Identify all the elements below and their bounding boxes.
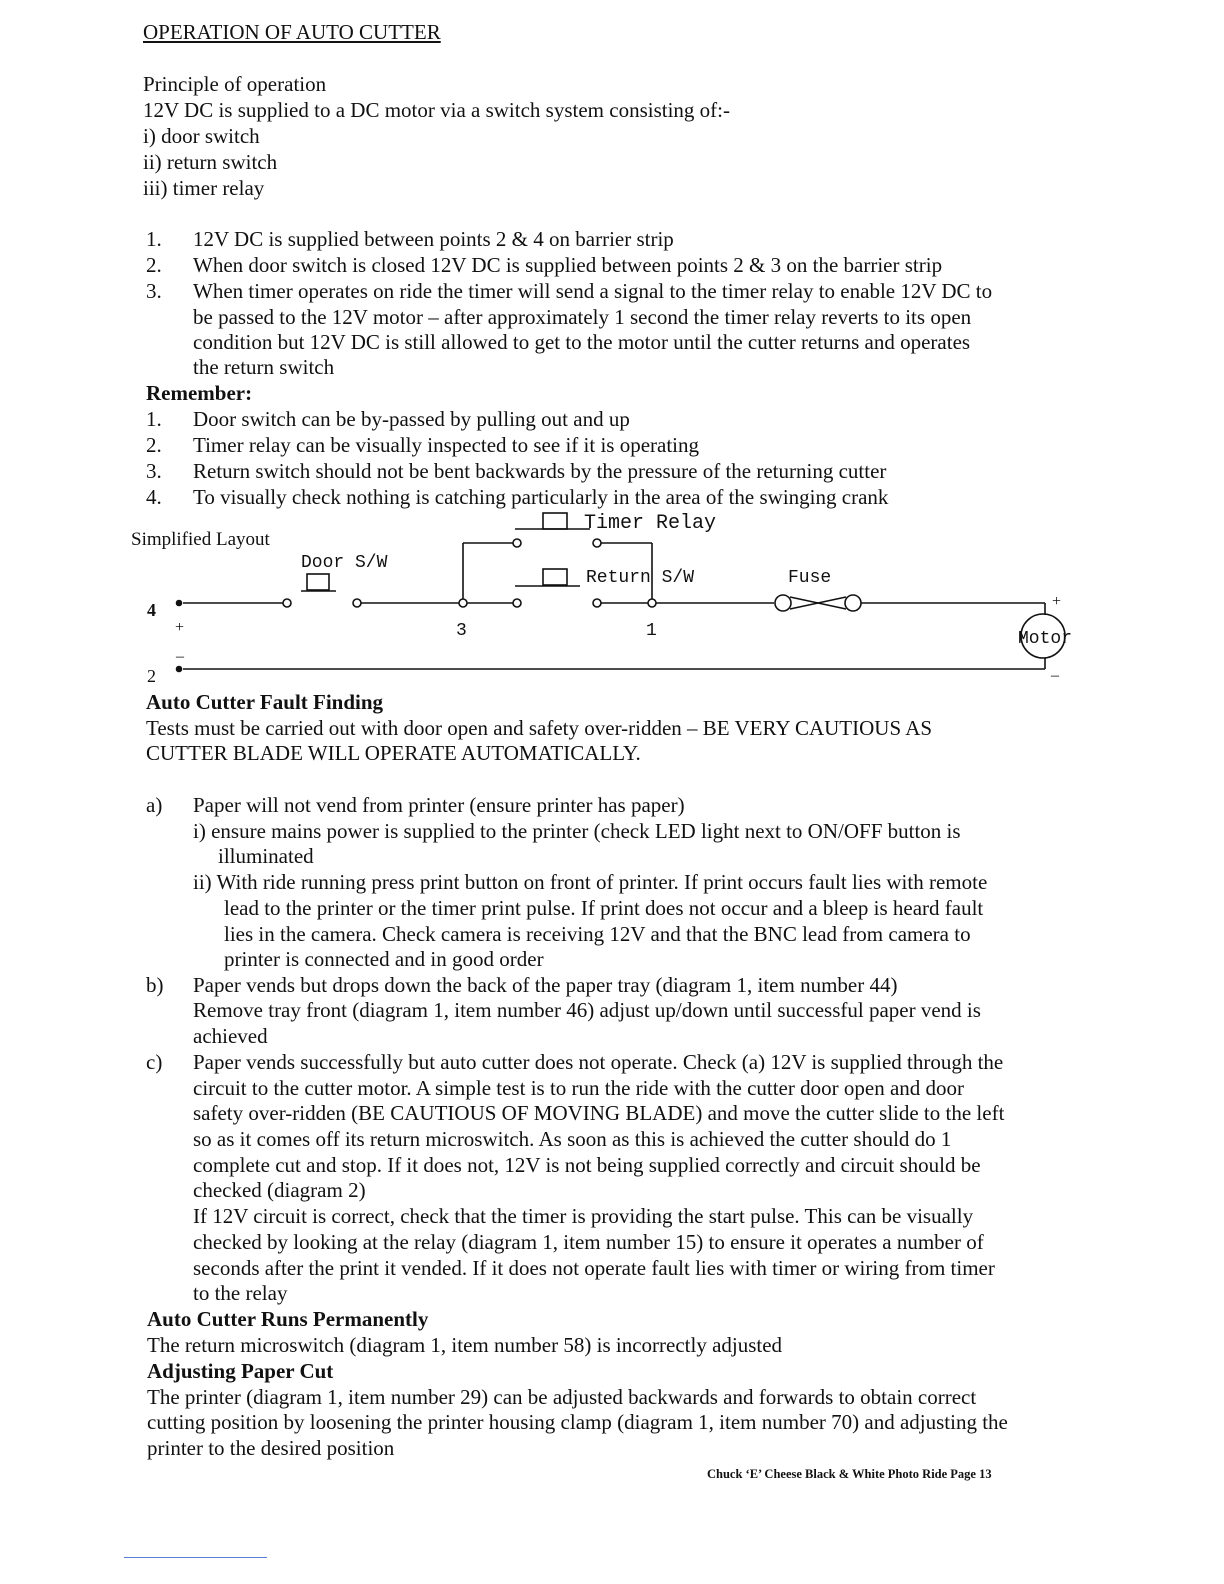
principle-heading: Principle of operation: [143, 72, 327, 96]
remember-number: 4.: [146, 485, 162, 509]
fault-a-ii: printer is connected and in good order: [224, 947, 544, 971]
remember-item: To visually check nothing is catching particularly in the area of the swinging crank: [193, 485, 889, 509]
remember-number: 3.: [146, 459, 162, 483]
step-text: be passed to the 12V motor – after approximately 1 second the timer relay reverts to its open: [193, 305, 972, 329]
step-number: 2.: [146, 253, 162, 277]
terminal-2-label: 2: [147, 666, 156, 686]
diagram-caption: Simplified Layout: [131, 529, 270, 550]
relay-contact-right: [593, 539, 601, 547]
fault-c-text: complete cut and stop. If it does not, 12V is not being supplied correctly and circuit should be: [193, 1153, 981, 1177]
page-edge-line: [124, 1557, 267, 1558]
principle-intro: 12V DC is supplied to a DC motor via a switch system consisting of:-: [143, 98, 730, 122]
return-switch-actuator: [543, 569, 567, 585]
door-contact-left: [283, 599, 291, 607]
adjust-heading: Adjusting Paper Cut: [147, 1359, 334, 1383]
fault-a-ii: lead to the printer or the timer print pulse. If print does not occur and a bleep is heard fault: [224, 896, 984, 920]
page-title: OPERATION OF AUTO CUTTER: [143, 20, 441, 44]
remember-heading: Remember:: [146, 381, 253, 405]
page-footer: Chuck ‘E’ Cheese Black & White Photo Ride Page 13: [707, 1467, 992, 1481]
step-number: 3.: [146, 279, 162, 303]
plus-sign: +: [1052, 593, 1062, 610]
fault-c-text: so as it comes off its return microswitch. As soon as this is achieved the cutter should do 1: [193, 1127, 952, 1151]
point-1-label: 1: [646, 621, 657, 641]
return-contact-left: [513, 599, 521, 607]
return-contact-right: [593, 599, 601, 607]
fault-c-text: checked (diagram 2): [193, 1178, 366, 1202]
fuse-label: Fuse: [788, 568, 832, 588]
plus-sign: +: [175, 619, 185, 636]
component-timer-relay: iii) timer relay: [143, 176, 265, 200]
runs-text: The return microswitch (diagram 1, item number 58) is incorrectly adjusted: [147, 1333, 783, 1357]
timer-relay-label: Timer Relay: [584, 512, 717, 535]
runs-heading: Auto Cutter Runs Permanently: [147, 1307, 429, 1331]
fault-c-text: If 12V circuit is correct, check that the timer is providing the start pulse. This can be visually: [193, 1204, 974, 1228]
fault-heading: Auto Cutter Fault Finding: [146, 690, 384, 714]
remember-number: 1.: [146, 407, 162, 431]
fault-a-ii: lies in the camera. Check camera is receiving 12V and that the BNC lead from camera to: [224, 922, 971, 946]
fault-b-text: Paper vends but drops down the back of the paper tray (diagram 1, item number 44): [193, 973, 898, 997]
fault-c-text: seconds after the print it vended. If it does not operate fault lies with timer or wiring from timer: [193, 1256, 995, 1280]
fuse-end-left: [775, 595, 791, 611]
junction-1: [648, 599, 656, 607]
step-text: the return switch: [193, 355, 335, 379]
adjust-text: printer to the desired position: [147, 1436, 395, 1460]
door-switch-label: Door S/W: [301, 553, 388, 573]
component-door-switch: i) door switch: [143, 124, 260, 148]
fault-warning: CUTTER BLADE WILL OPERATE AUTOMATICALLY.: [146, 741, 641, 765]
remember-item: Timer relay can be visually inspected to see if it is operating: [193, 433, 700, 457]
fuse-end-right: [845, 595, 861, 611]
fault-warning: Tests must be carried out with door open and safety over-ridden – BE VERY CAUTIOUS AS: [146, 716, 933, 740]
remember-item: Door switch can be by-passed by pulling out and up: [193, 407, 630, 431]
fault-c-text: to the relay: [193, 1281, 288, 1305]
adjust-text: cutting position by loosening the printer housing clamp (diagram 1, item number 70) and adjusting the: [147, 1410, 1008, 1434]
step-text: When timer operates on ride the timer will send a signal to the timer relay to enable 12V DC to: [193, 279, 993, 303]
minus-sign: –: [1051, 667, 1059, 684]
remember-number: 2.: [146, 433, 162, 457]
remember-item: Return switch should not be bent backwards by the pressure of the returning cutter: [193, 459, 887, 483]
fault-a-i: i) ensure mains power is supplied to the printer (check LED light next to ON/OFF button is: [193, 819, 961, 843]
motor-label: Motor: [1018, 629, 1073, 649]
fault-c-text: circuit to the cutter motor. A simple test is to run the ride with the cutter door open and door: [193, 1076, 965, 1100]
step-text: condition but 12V DC is still allowed to get to the motor until the cutter returns and operates: [193, 330, 971, 354]
point-3-label: 3: [456, 621, 467, 641]
fault-a-ii: ii) With ride running press print button on front of printer. If print occurs fault lies with remote: [193, 870, 988, 894]
fault-c-text: checked by looking at the relay (diagram 1, item number 15) to ensure it operates a number of: [193, 1230, 984, 1254]
terminal-4-label: 4: [147, 600, 156, 620]
fault-b-text: Remove tray front (diagram 1, item number 46) adjust up/down until successful paper vend is: [193, 998, 981, 1022]
fault-a-i: illuminated: [218, 844, 314, 868]
relay-contact-left: [513, 539, 521, 547]
adjust-text: The printer (diagram 1, item number 29) can be adjusted backwards and forwards to obtain correct: [147, 1385, 977, 1409]
fault-b-label: b): [146, 973, 164, 997]
fault-a-text: Paper will not vend from printer (ensure printer has paper): [193, 793, 685, 817]
step-text: 12V DC is supplied between points 2 & 4 on barrier strip: [193, 227, 674, 251]
step-text: When door switch is closed 12V DC is supplied between points 2 & 3 on the barrier strip: [193, 253, 943, 277]
step-number: 1.: [146, 227, 162, 251]
junction-3: [459, 599, 467, 607]
door-contact-right: [353, 599, 361, 607]
fault-a-label: a): [146, 793, 163, 817]
fault-c-text: safety over-ridden (BE CAUTIOUS OF MOVING BLADE) and move the cutter slide to the left: [193, 1101, 1005, 1125]
timer-relay-actuator: [543, 513, 567, 529]
minus-sign: –: [176, 648, 184, 665]
fault-b-text: achieved: [193, 1024, 268, 1048]
fault-c-text: Paper vends successfully but auto cutter does not operate. Check (a) 12V is supplied through the: [193, 1050, 1004, 1074]
terminal-4-dot: [177, 601, 182, 606]
return-switch-label: Return S/W: [586, 568, 695, 588]
component-return-switch: ii) return switch: [143, 150, 278, 174]
fault-c-label: c): [146, 1050, 163, 1074]
